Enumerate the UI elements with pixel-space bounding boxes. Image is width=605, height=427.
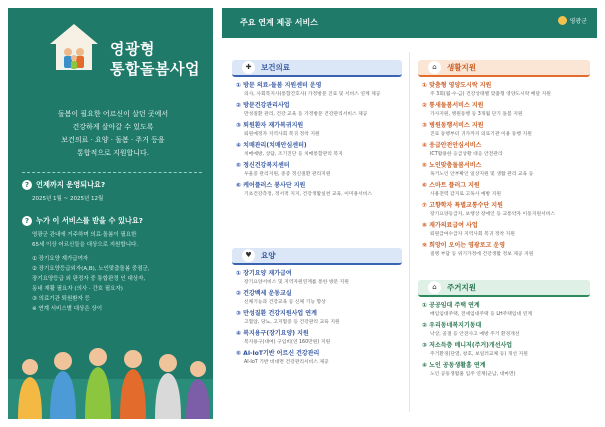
answer-line: 65세 이상 어르신들을 대상으로 지원합니다. — [32, 242, 139, 248]
item-title: ① 방문 의료-돌봄 지원센터 운영 — [236, 82, 322, 89]
brand-logo — [558, 16, 587, 25]
item-desc: 고혈압, 당뇨, 고지혈증 등 건강관리 교육 지원 — [244, 320, 340, 325]
list-item — [422, 200, 590, 217]
item-title: ⑨ 희망이 오이는 영광로고 운영 — [422, 242, 505, 249]
item-desc: 퇴원급여수급자 지역사회 복귀 정착 지원 — [430, 232, 515, 237]
intro-line: 건강하게 살아갈 수 있도록 — [72, 123, 154, 131]
brand-logo-icon — [558, 16, 567, 25]
answer-line: 장기요양등급 외 판정자 중 통합판정 인 대상자, — [32, 276, 146, 282]
medical-icon: ✚ — [242, 61, 255, 74]
item-desc: 의사, 사회복지사(통합간호사) 가정방문 진료 및 서비스 연계 제공 — [244, 92, 381, 97]
section-housing-header — [418, 280, 590, 297]
list-item — [422, 180, 590, 197]
item-title: ⑥ 스마트 플러그 지원 — [422, 182, 480, 189]
list-item — [422, 120, 590, 137]
item-title: ② 건강백세 운동교실 — [236, 290, 292, 297]
item-title: ④ 치매관리(치매안심센터) — [236, 142, 307, 149]
services-header-title: 주요 연계 제공 서비스 — [240, 18, 318, 27]
list-item — [236, 140, 402, 157]
care-icon: ♥ — [242, 249, 255, 262]
item-title: ⑤ 정신건강복지센터 — [236, 162, 290, 169]
section-label: 보건의료 — [261, 63, 290, 72]
list-item — [236, 288, 402, 305]
list-item — [236, 100, 402, 117]
item-desc: 주 3회(월·수·금) 건강상태별 맞춤형 영양도시락 배달 지원 — [430, 92, 551, 97]
item-desc: 우울증 관리지원, 중증 정신질환 관리지원 — [244, 172, 331, 177]
item-desc: 장기요양서비스 및 지역자원연계를 통한 방문 지원 — [244, 280, 349, 285]
home-support-icon: ⌂ — [428, 61, 441, 74]
item-desc: 장기요양등급자, 보행상 장애인 등 교통약자 이동지원서비스 — [430, 212, 555, 217]
item-desc: AI-IoT 기반 비대면 건강관리서비스 제공 — [244, 360, 329, 365]
list-item — [236, 80, 402, 97]
section-living — [418, 60, 590, 257]
section-health-header — [232, 60, 402, 77]
list-item — [236, 180, 402, 197]
item-desc: 사용전력 감지로 고독사 예방 지원 — [430, 192, 501, 197]
item-desc: 진료 동행부터 귀가까지 의료기관 이용 동행 지원 — [430, 132, 532, 137]
house-icon: ⌂ — [428, 281, 441, 294]
item-desc: 가사지원, 병원동행 등 3개월 단기 돌봄 지원 — [430, 112, 523, 117]
item-desc: 신체기능과 건강교육 등 신체 기능 향상 — [244, 300, 326, 305]
answer-1: 2025년 1월 ~ 2025년 12월 — [32, 196, 104, 202]
question-2-text: 누가 이 서비스를 받을 수 있나요? — [36, 216, 143, 225]
people-illustration — [8, 309, 213, 419]
item-title: ④ 복지용구(장기요양) 지원 — [236, 330, 309, 337]
item-desc: 노인 공동생활홈 입주 연계(군남, 대마면) — [430, 372, 516, 377]
list-item — [422, 80, 590, 97]
section-label: 요양 — [261, 251, 276, 260]
item-desc: 만성질환 관리, 건강 교육 등 가정방문 건강관리서비스 제공 — [244, 112, 368, 117]
list-item — [236, 348, 402, 365]
title-line-2: 통합돌봄사업 — [110, 60, 200, 78]
section-living-header — [418, 60, 590, 77]
item-desc: 기초건강측정, 정서적 지지, 건강생활실천 교육, 이미용서비스 — [244, 192, 373, 197]
answer-line: ③ 의료기관 퇴원환자 등 — [32, 296, 90, 302]
item-desc: 복지용구(대여) 구입비(연 160만원) 지원 — [244, 340, 331, 345]
list-item — [422, 100, 590, 117]
item-desc: 독거노인 안부확인 일상지원 및 생활 관리 교육 등 — [430, 172, 534, 177]
answer-line: ② 장기요양등급외자(A,B), 노인맞춤돌봄 중점군, — [32, 266, 150, 272]
item-title: ② 우리동네복지기동대 — [422, 322, 482, 329]
list-item — [422, 220, 590, 237]
question-2 — [22, 216, 143, 226]
item-title: ⑧ 재가의료급여 사업 — [422, 222, 478, 229]
item-desc: 치매예방, 상담, 조기진단 등 치매통합관리 복지 — [244, 152, 343, 157]
list-item — [236, 308, 402, 325]
brand-name: 영광군 — [569, 18, 587, 25]
family-house-icon — [48, 22, 100, 72]
section-label: 생활지원 — [447, 63, 476, 72]
list-item — [422, 300, 590, 317]
section-health — [232, 60, 402, 197]
item-title: ① 맞춤형 영양도시락 지원 — [422, 82, 492, 89]
intro-line: 통합적으로 지원합니다. — [76, 149, 150, 157]
item-title: ② 방문건강관리사업 — [236, 102, 290, 109]
item-desc: 퇴원예정자 지역사회 복귀 정착 지원 — [244, 132, 320, 137]
intro-text — [18, 108, 208, 160]
list-item — [422, 360, 590, 377]
list-item — [236, 328, 402, 345]
list-item — [422, 320, 590, 337]
intro-line: 돌봄이 필요한 어르신이 살던 곳에서 — [57, 110, 169, 118]
list-item — [422, 240, 590, 257]
column-divider — [409, 52, 410, 412]
list-item — [236, 160, 402, 177]
item-desc: 질병 부담 등 위기가정에 건강생활 정보 제공 지원 — [430, 252, 534, 257]
item-title: ④ 응급안전안심서비스 — [422, 142, 482, 149]
item-title: ⑦ 고향학자 특별교통수단 지원 — [422, 202, 503, 209]
answer-2 — [32, 230, 150, 314]
question-icon: ? — [22, 180, 32, 190]
question-icon: ? — [22, 216, 32, 226]
item-title: ③ 만성질환 건강지원사업 연계 — [236, 310, 317, 317]
section-housing — [418, 280, 590, 377]
question-1-text: 언제까지 운영되나요? — [36, 180, 106, 189]
services-header — [222, 8, 597, 38]
item-desc: 낙상, 골절 등 안전사고 예방 주거 환경개선 — [430, 332, 520, 337]
list-item — [236, 268, 402, 285]
section-label: 주거지원 — [447, 283, 476, 292]
item-title: ⑤ 노인맞춤돌봄서비스 — [422, 162, 482, 169]
item-desc: 매입임대주택, 전세임대주택 등 LH주택임대 연계 — [430, 312, 532, 317]
item-desc: 주거환경(단열, 창호, 보일러교체 등) 개선 지원 — [430, 352, 528, 357]
list-item — [422, 340, 590, 357]
question-1 — [22, 180, 105, 190]
answer-line: ※ 연계 서비스별 대상은 상이 — [32, 306, 103, 312]
list-item — [422, 140, 590, 157]
answer-line: 영광군 관내에 거주하며 의료·돌봄이 필요한 — [32, 232, 137, 238]
section-care — [232, 248, 402, 365]
list-item — [236, 120, 402, 137]
left-panel — [8, 8, 213, 419]
item-title: ⑥ 케어플러스 봉사단 지원 — [236, 182, 306, 189]
right-panel — [222, 8, 597, 419]
item-title: ① 장기요양 재가급여 — [236, 270, 292, 277]
item-title: ⑤ AI-IoT기반 어르신 건강관리 — [236, 350, 320, 357]
title-line-1: 영광형 — [110, 40, 155, 58]
list-item — [422, 160, 590, 177]
answer-line: ① 장기요양 재가급여자 — [32, 256, 89, 262]
item-title: ③ 병원동행서비스 지원 — [422, 122, 484, 129]
section-care-header — [232, 248, 402, 265]
intro-line: 보건의료 · 요양 · 돌봄 · 주거 등을 — [61, 136, 165, 144]
item-title: ② 통새돌봄서비스 지원 — [422, 102, 484, 109]
answer-line: 동네 재활 필요자 (의사 · 간호 필요자) — [32, 286, 123, 292]
item-title: ③ 저소득층 메니저(주거)개선사업 — [422, 342, 513, 349]
item-title: ① 공공임대 주택 연계 — [422, 302, 480, 309]
divider — [22, 172, 202, 173]
item-title: ④ 노인 공동생활홈 연계 — [422, 362, 486, 369]
item-desc: ICT활용한 응급상황 대응 안전관리 — [430, 152, 503, 157]
item-title: ③ 퇴원환자 재가복귀지원 — [236, 122, 304, 129]
